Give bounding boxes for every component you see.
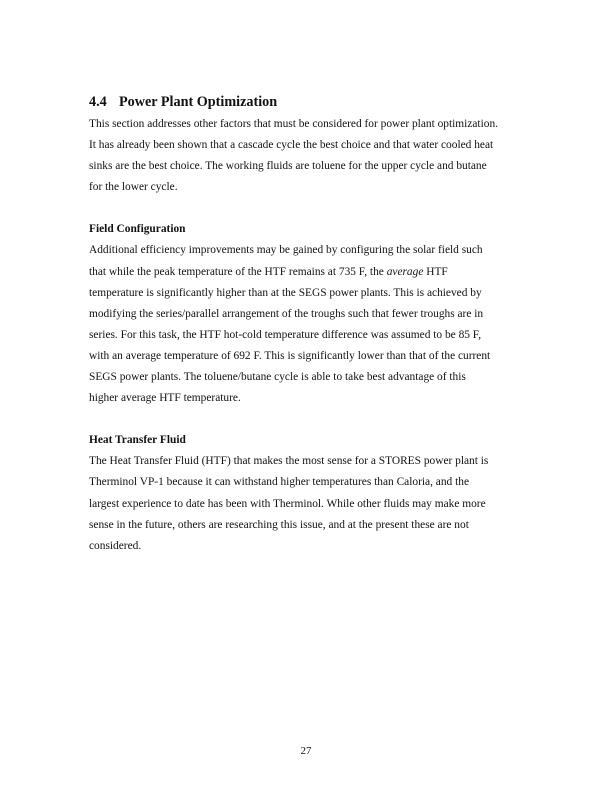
- paragraph-line: for the lower cycle.: [89, 181, 178, 194]
- field-configuration-heading: Field Configuration: [89, 223, 186, 236]
- heat-transfer-fluid-heading: Heat Transfer Fluid: [89, 434, 186, 447]
- paragraph-line: It has already been shown that a cascade cycle the best choice and that water cooled heat: [89, 139, 494, 152]
- field-configuration-paragraph: [89, 240, 529, 409]
- paragraph-line: Additional efficiency improvements may be gained by configuring the solar field such: [89, 244, 483, 257]
- paragraph-line: largest experience to date has been with Therminol. While other fluids may make more: [89, 497, 486, 510]
- paragraph-line: Therminol VP-1 because it can withstand higher temperatures than Caloria, and the: [89, 476, 469, 489]
- line-text: that while the peak temperature of the HTF remains at 735 F, the: [89, 265, 387, 278]
- page-body: [89, 92, 529, 557]
- paragraph-line: considered.: [89, 539, 142, 552]
- paragraph-line: This section addresses other factors that must be considered for power plant optimization.: [89, 118, 499, 130]
- paragraph-spacer: [89, 198, 529, 219]
- paragraph-line: sinks are the best choice. The working fluids are toluene for the upper cycle and butane: [89, 160, 487, 173]
- paragraph-line: with an average temperature of 692 F. This is significantly lower than that of the current: [89, 349, 491, 362]
- section-number: 4.4: [89, 94, 107, 110]
- section-heading: [89, 92, 529, 112]
- paragraph-spacer: [89, 409, 529, 430]
- paragraph-line: The Heat Transfer Fluid (HTF) that makes the most sense for a STORES power plant is: [89, 455, 489, 468]
- paragraph-line: [89, 262, 529, 283]
- paragraph-line: series. For this task, the HTF hot-cold temperature difference was assumed to be 85 F,: [89, 328, 482, 341]
- page-number: 27: [300, 745, 312, 757]
- paragraph-line: sense in the future, others are researching this issue, and at the present these are not: [89, 518, 469, 531]
- heat-transfer-fluid-paragraph: [89, 451, 529, 556]
- intro-paragraph: [89, 114, 529, 198]
- paragraph-line: higher average HTF temperature.: [89, 392, 241, 405]
- paragraph-line: modifying the series/parallel arrangement of the troughs such that fewer troughs are in: [89, 307, 484, 320]
- section-title: Power Plant Optimization: [119, 94, 278, 110]
- emphasis-average: average: [386, 265, 424, 278]
- paragraph-line: temperature is significantly higher than at the SEGS power plants. This is achieved by: [89, 286, 482, 299]
- paragraph-line: SEGS power plants. The toluene/butane cycle is able to take best advantage of this: [89, 371, 466, 384]
- line-text: HTF: [423, 265, 448, 278]
